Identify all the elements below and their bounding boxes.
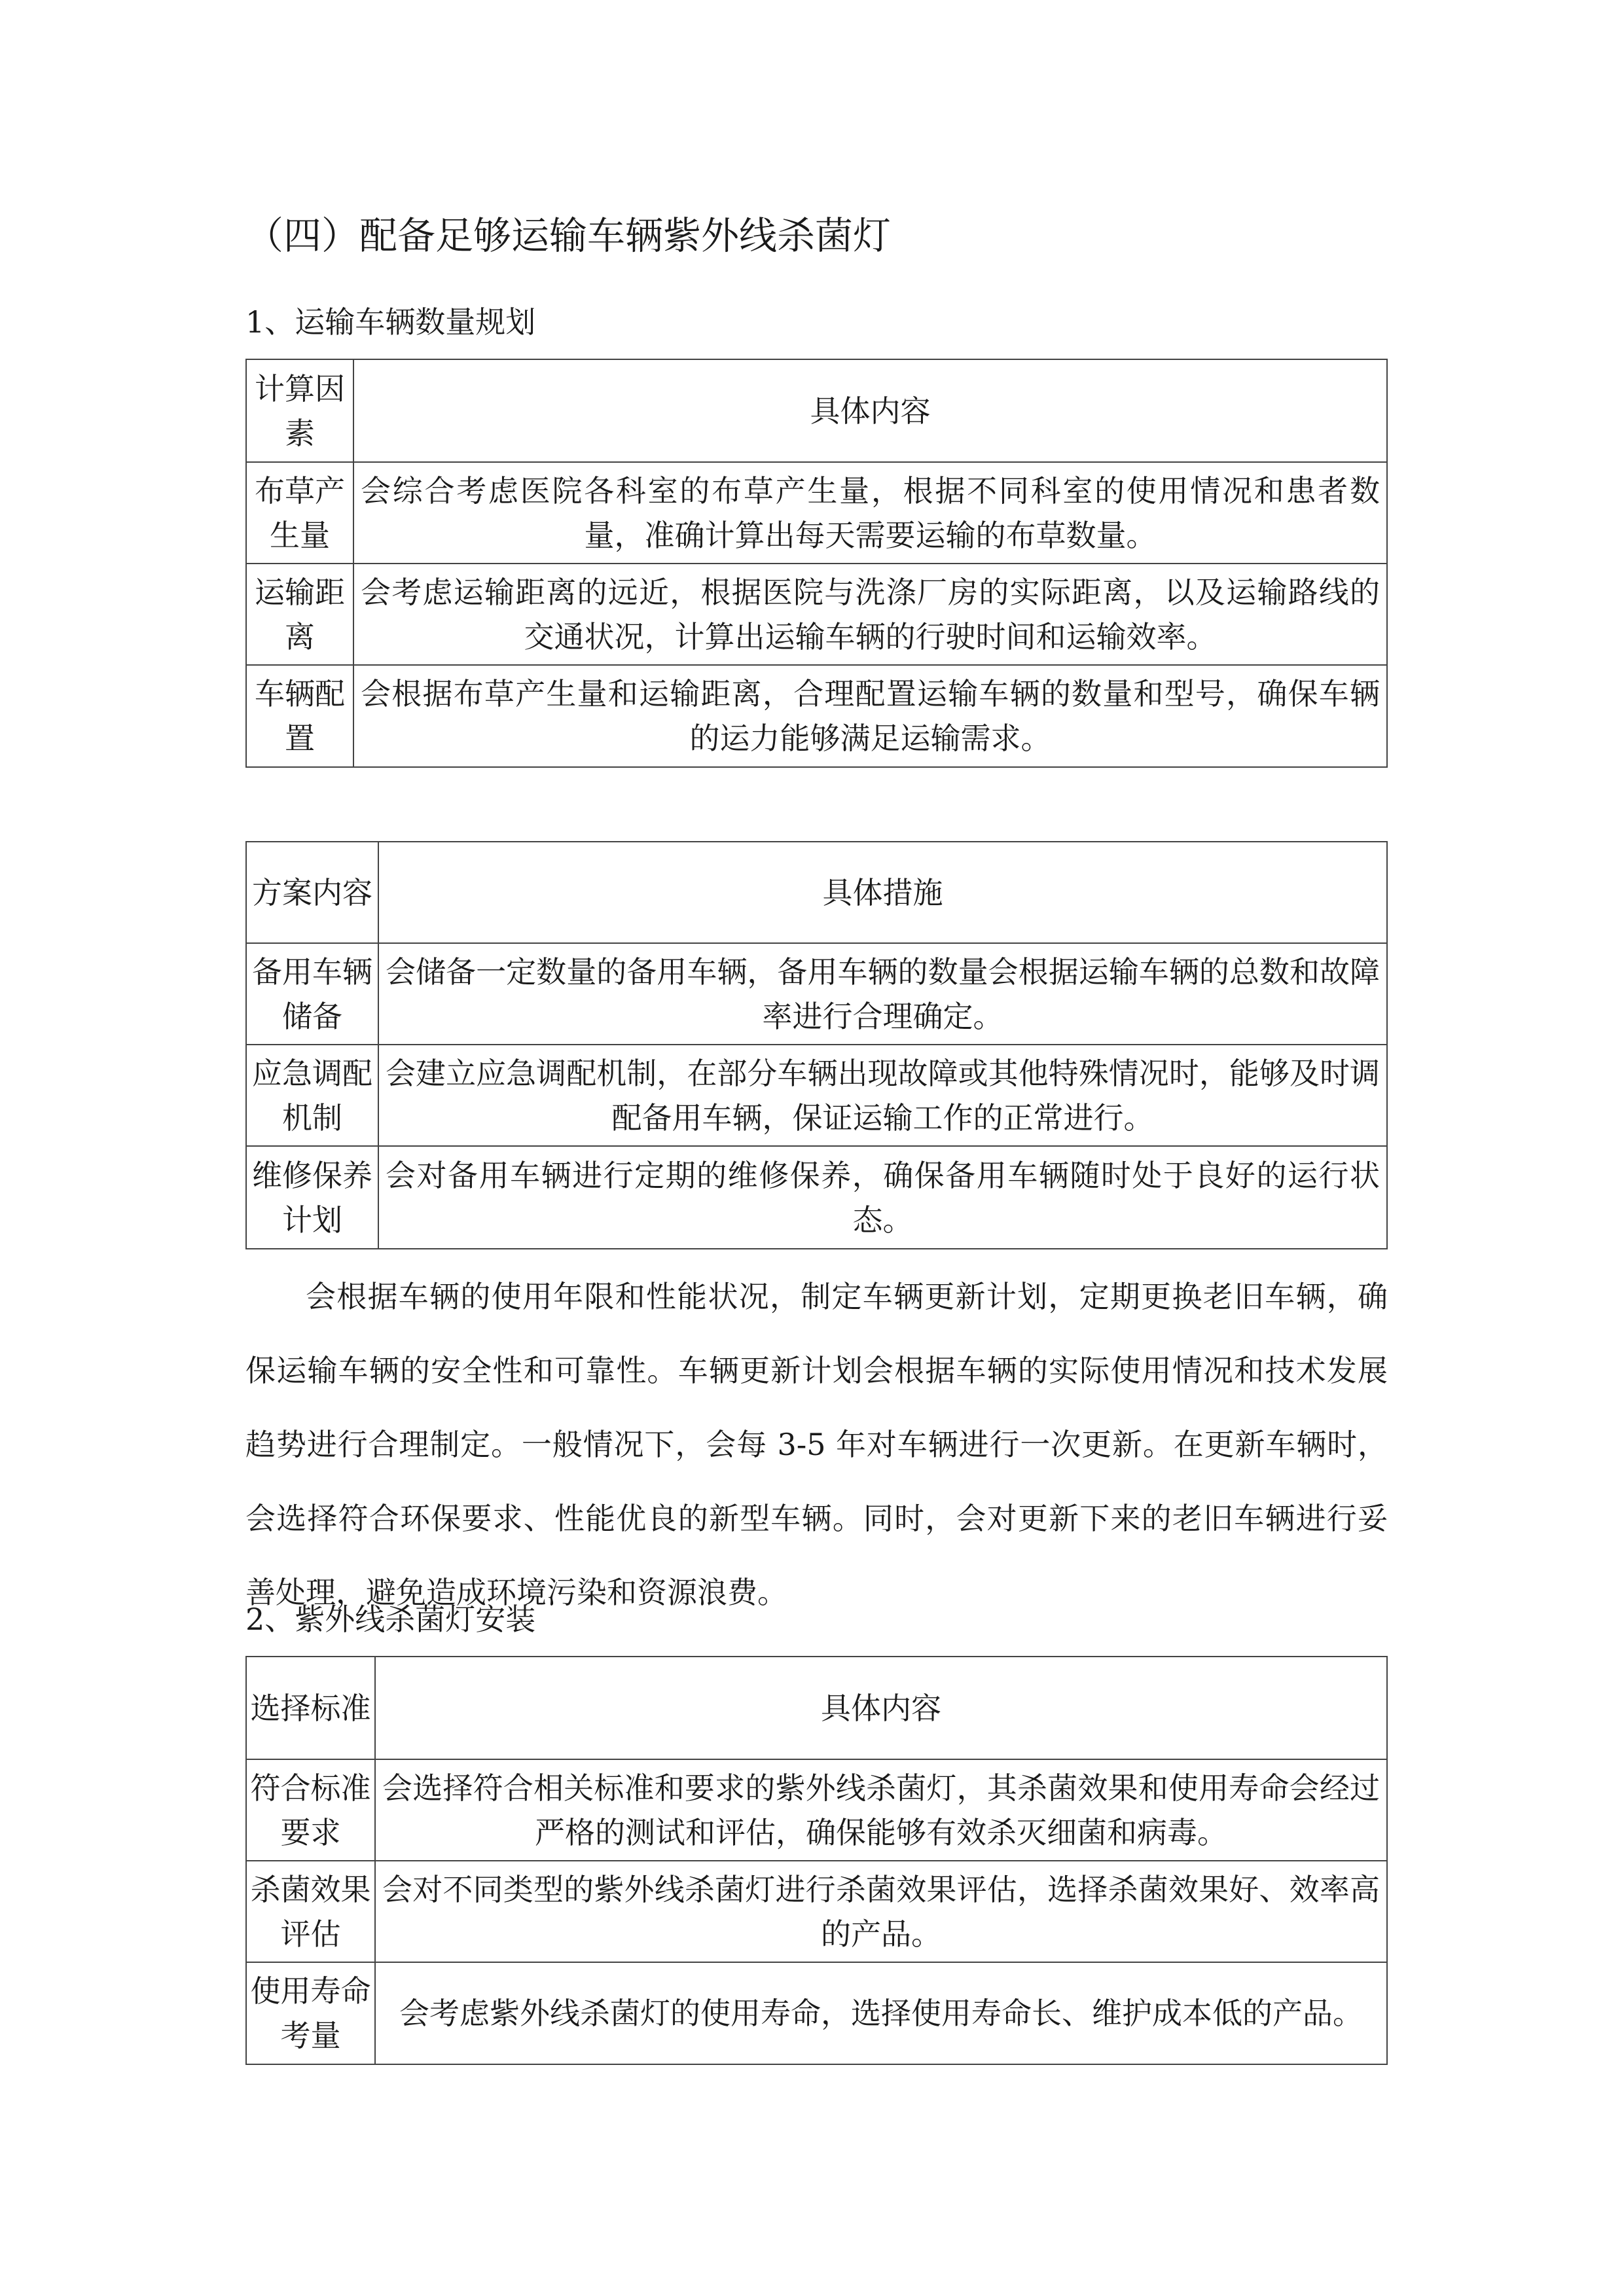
row-text: 会对不同类型的紫外线杀菌灯进行杀菌效果评估，选择杀菌效果好、效率高的产品。: [375, 1861, 1387, 1962]
table-row: [246, 1861, 1387, 1962]
table-row: [246, 665, 1387, 767]
row-text: 会建立应急调配机制，在部分车辆出现故障或其他特殊情况时，能够及时调配备用车辆，保证运输工作的正常进行。: [378, 1045, 1387, 1146]
table-row: [246, 462, 1387, 564]
table-row: [246, 1146, 1387, 1249]
row-label: 运输距离: [246, 564, 353, 665]
table-row: [246, 1045, 1387, 1146]
vehicle-planning-table: [245, 359, 1388, 768]
vehicle-update-paragraph: 会根据车辆的使用年限和性能状况，制定车辆更新计划，定期更换老旧车辆，确保运输车辆的安全性和可靠性。车辆更新计划会根据车辆的实际使用情况和技术发展趋势进行合理制定。一般情况下，会每 3-5 年对车辆进行一次更新。在更新车辆时，会选择符合环保要求、性能优良的新型车辆。同时，会对更新下来的老旧车辆进行妥善处理，避免造成环境污染和资源浪费。: [245, 1279, 1388, 1610]
row-text: 会根据布草产生量和运输距离，合理配置运输车辆的数量和型号，确保车辆的运力能够满足运输需求。: [353, 665, 1387, 767]
row-label: 符合标准要求: [246, 1759, 375, 1861]
row-text: 会对备用车辆进行定期的维修保养，确保备用车辆随时处于良好的运行状态。: [378, 1146, 1387, 1249]
table-header-cell: 计算因素: [246, 359, 353, 462]
uv-lamp-table: [245, 1656, 1388, 2065]
subsection-title-uv-lamp: 2、紫外线杀菌灯安装: [245, 1602, 536, 1637]
table-header-cell: 方案内容: [246, 842, 378, 943]
table-row: [246, 1962, 1387, 2064]
row-label: 使用寿命考量: [246, 1962, 375, 2064]
row-label: 维修保养计划: [246, 1146, 378, 1249]
table-row: [246, 943, 1387, 1045]
table-header-cell: 具体措施: [378, 842, 1387, 943]
section-title: （四）配备足够运输车辆紫外线杀菌灯: [245, 213, 892, 258]
row-text: 会综合考虑医院各科室的布草产生量，根据不同科室的使用情况和患者数量，准确计算出每天需要运输的布草数量。: [353, 462, 1387, 564]
row-label: 应急调配机制: [246, 1045, 378, 1146]
row-label: 布草产生量: [246, 462, 353, 564]
row-label: 备用车辆储备: [246, 943, 378, 1045]
table-header-cell: 具体内容: [375, 1657, 1387, 1759]
row-text: 会选择符合相关标准和要求的紫外线杀菌灯，其杀菌效果和使用寿命会经过严格的测试和评估，确保能够有效杀灭细菌和病毒。: [375, 1759, 1387, 1861]
row-text: 会考虑紫外线杀菌灯的使用寿命，选择使用寿命长、维护成本低的产品。: [375, 1962, 1387, 2064]
table-header-row: [246, 842, 1387, 943]
table-header-cell: 选择标准: [246, 1657, 375, 1759]
row-label: 车辆配置: [246, 665, 353, 767]
backup-vehicle-table: [245, 841, 1388, 1249]
table-header-cell: 具体内容: [353, 359, 1387, 462]
table-header-row: [246, 359, 1387, 462]
row-text: 会考虑运输距离的远近，根据医院与洗涤厂房的实际距离，以及运输路线的交通状况，计算出运输车辆的行驶时间和运输效率。: [353, 564, 1387, 665]
table-header-row: [246, 1657, 1387, 1759]
table-row: [246, 1759, 1387, 1861]
subsection-title-vehicle-planning: 1、运输车辆数量规划: [245, 304, 536, 340]
table-row: [246, 564, 1387, 665]
row-label: 杀菌效果评估: [246, 1861, 375, 1962]
row-text: 会储备一定数量的备用车辆，备用车辆的数量会根据运输车辆的总数和故障率进行合理确定。: [378, 943, 1387, 1045]
